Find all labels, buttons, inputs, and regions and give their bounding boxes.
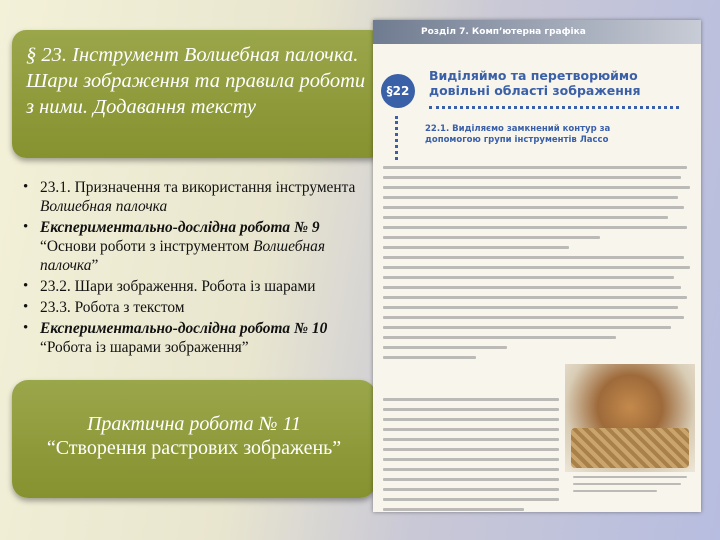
list-item: • Експериментально-дослідна робота № 9 “Основи роботи з інструментом Волшебная палочка”	[12, 218, 374, 275]
topics-list	[12, 178, 374, 359]
practical-title: Практична робота № 11	[86, 413, 302, 435]
body-text-lines	[383, 166, 693, 366]
textbook-header: Розділ 7. Комп’ютерна графіка	[373, 20, 701, 44]
list-item: • 23.3. Робота з текстом	[12, 298, 374, 317]
body-text-lines-2	[383, 398, 559, 512]
slide-title: § 23. Інструмент Волшебная палочка. Шари зображення та правила роботи з ними. Додавання тексту	[26, 44, 366, 118]
textbook-page-image	[373, 20, 701, 512]
puppy-in-basket-image	[565, 364, 695, 472]
title-box	[12, 30, 384, 158]
figure-caption	[573, 476, 693, 497]
practical-work-box	[12, 380, 376, 498]
dotted-marker	[395, 116, 404, 160]
practical-subtitle: “Створення растрових зображень”	[46, 437, 342, 459]
dotted-divider	[429, 106, 679, 109]
basket-shape	[571, 428, 689, 468]
textbook-subsection: 22.1. Виділяємо замкнений контур за допомогою групи інструментів Лассо	[425, 124, 611, 145]
list-item: • 23.1. Призначення та використання інструмента Волшебная палочка	[12, 178, 374, 216]
list-item: • Експериментально-дослідна робота № 10 “Робота із шарами зображення”	[12, 319, 374, 357]
textbook-section-title: Виділяймо та перетворюймо довільні області зображення	[429, 68, 641, 98]
section-badge: §22	[381, 74, 415, 108]
list-item: • 23.2. Шари зображення. Робота із шарами	[12, 277, 374, 296]
